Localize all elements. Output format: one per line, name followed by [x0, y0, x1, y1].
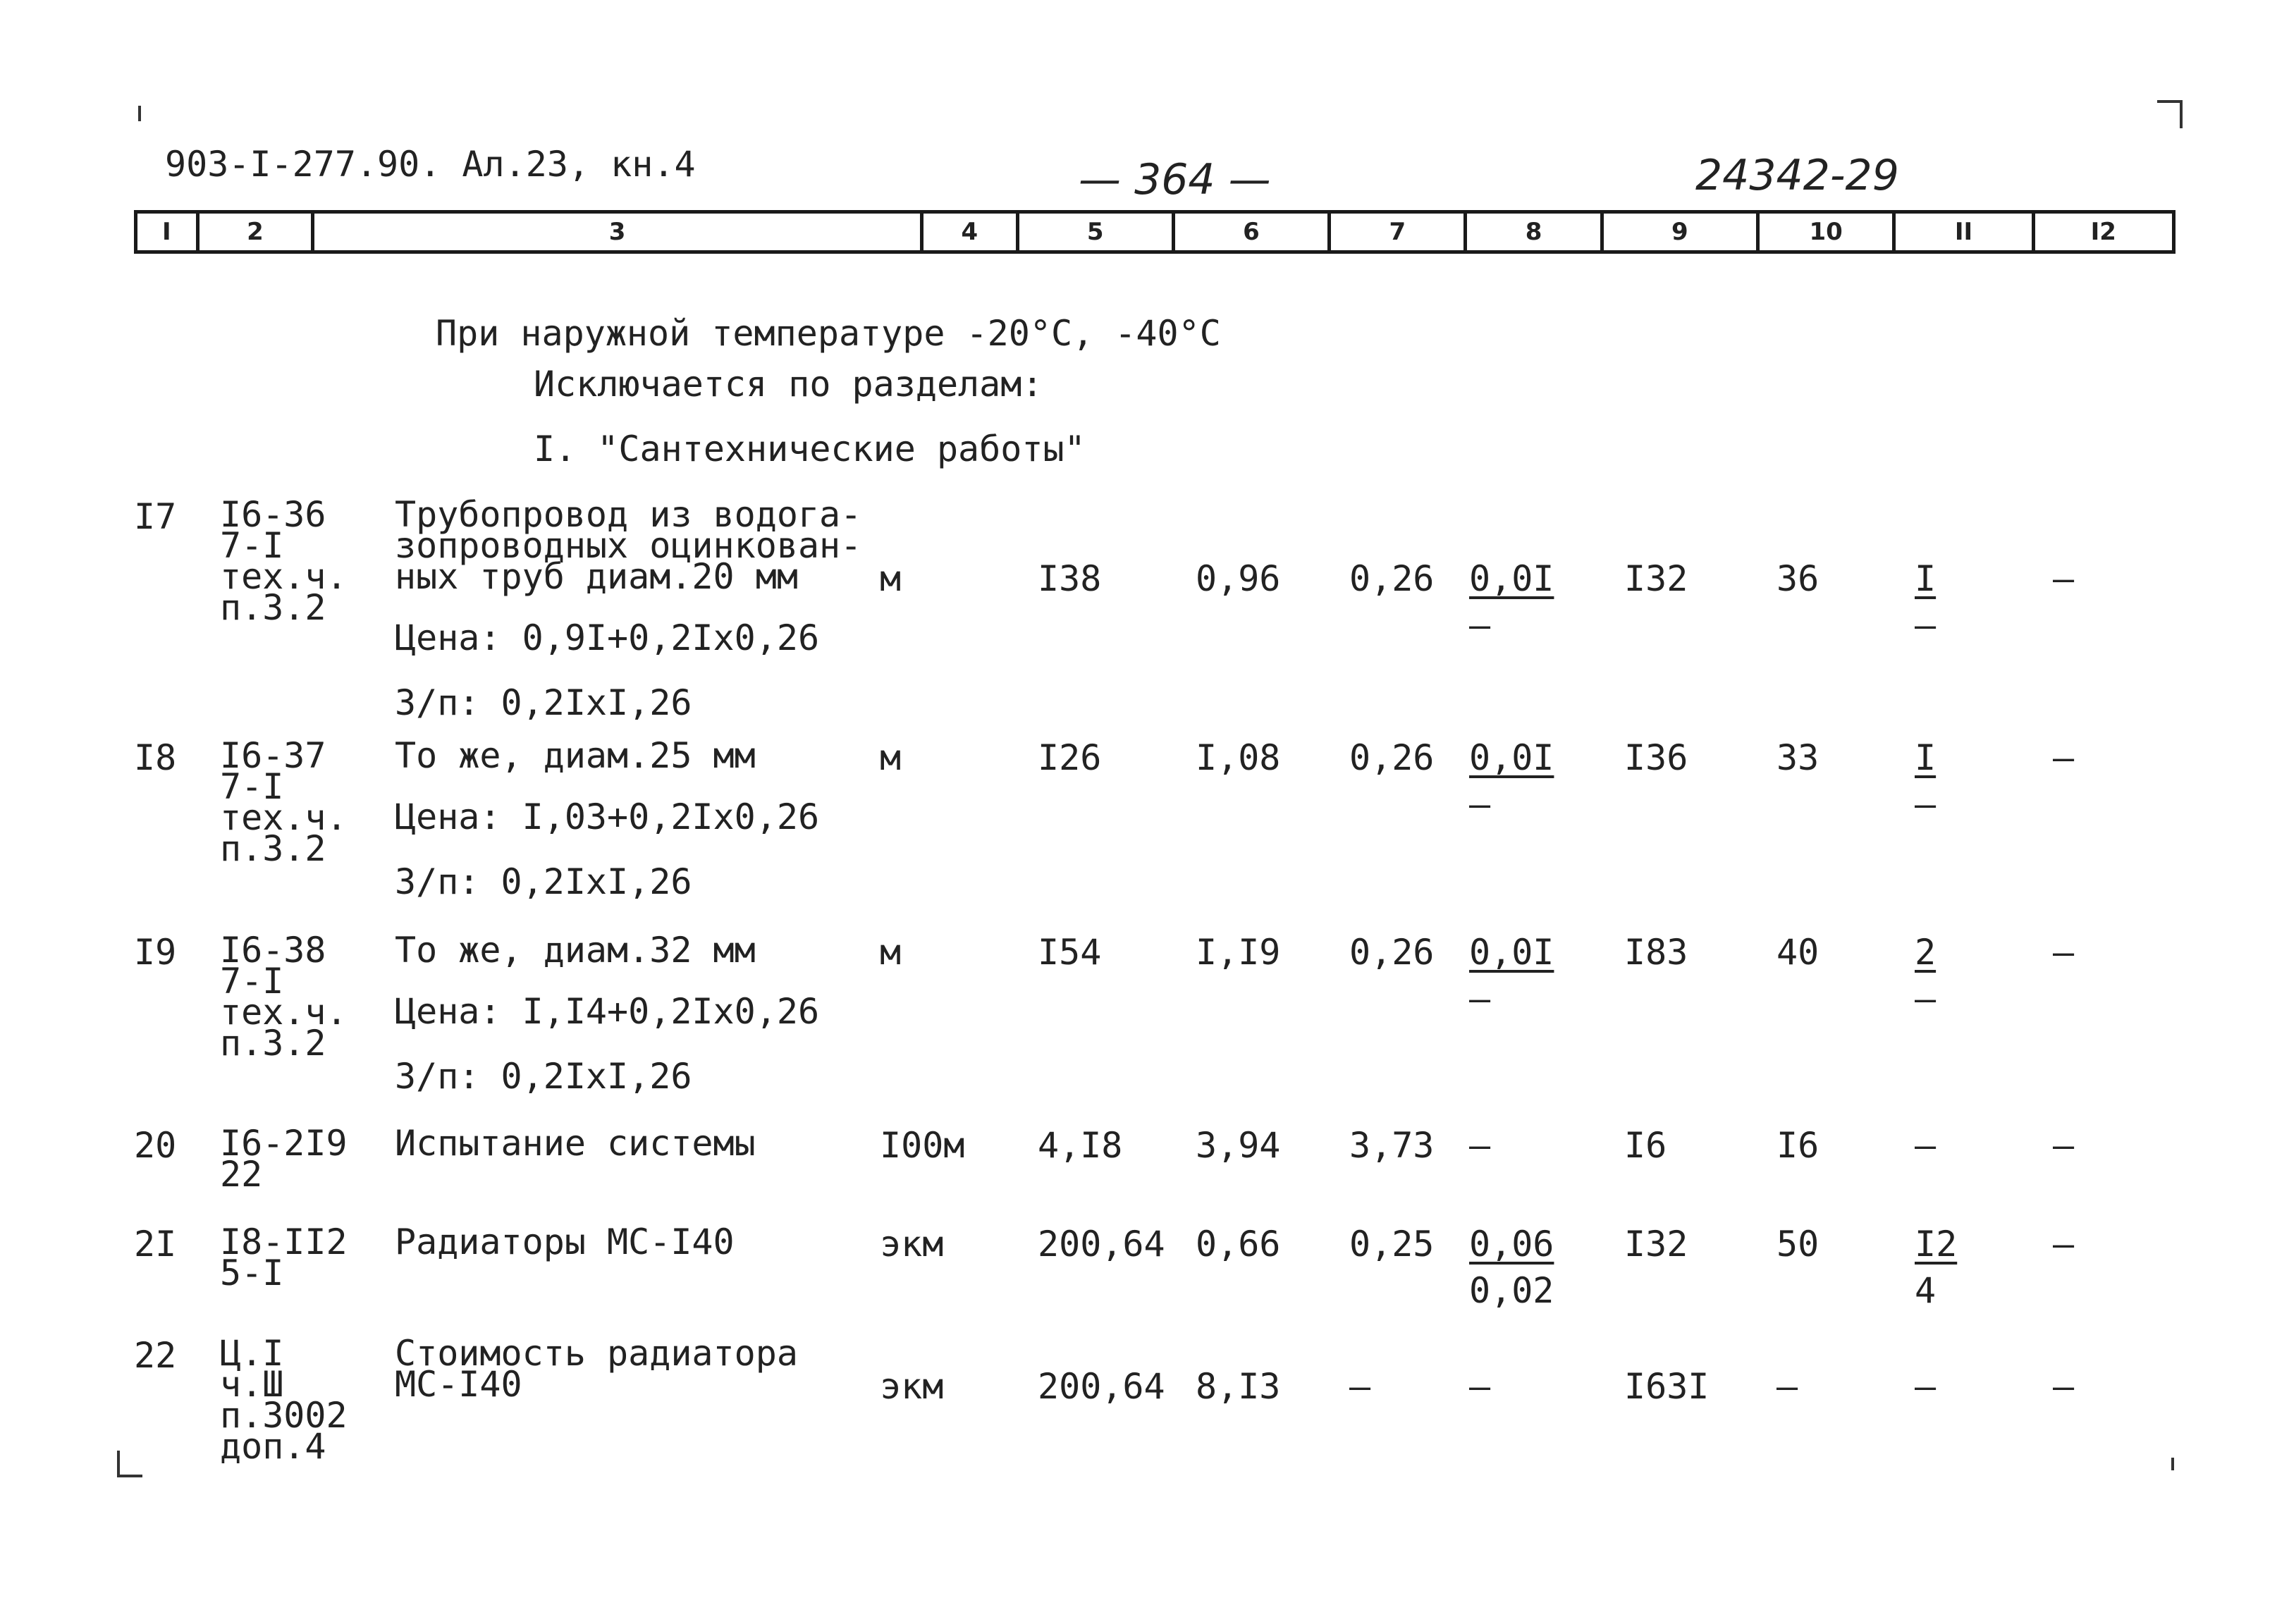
column-number-5: 5	[1019, 214, 1175, 250]
col7-cell: –	[1349, 1366, 1371, 1407]
wage-formula: З/п: 0,2IxI,26	[395, 1056, 692, 1097]
col8-bottom-cell: –	[1469, 605, 1491, 646]
corner-mark-top-left	[138, 106, 141, 121]
norm-code-line: 22	[220, 1154, 263, 1195]
price-formula: Цена: I,I4+0,2Ix0,26	[395, 991, 820, 1032]
norm-code-line: ч.Ш	[220, 1364, 284, 1405]
column-number-7: 7	[1331, 214, 1467, 250]
column-number-10: 10	[1760, 214, 1896, 250]
description-line: Радиаторы МС-I40	[395, 1222, 735, 1262]
description-line: Стоимость радиатора	[395, 1333, 798, 1374]
row-number: I9	[134, 932, 177, 973]
excluded-by-sections-note: Исключается по разделам:	[534, 364, 1043, 405]
corner-mark-bottom-left-h	[117, 1475, 142, 1477]
description-line: То же, диам.32 мм	[395, 930, 756, 971]
col10-cell: 40	[1776, 932, 1819, 973]
column-number-11: II	[1896, 214, 2035, 250]
col10-cell: 50	[1776, 1224, 1819, 1265]
price-formula: Цена: I,03+0,2Ix0,26	[395, 796, 820, 837]
unit-cell: м	[880, 932, 902, 973]
corner-mark-top-right-v	[2180, 100, 2183, 128]
norm-code-line: тех.ч.	[220, 992, 348, 1033]
norm-code-line: 7-I	[220, 525, 284, 566]
norm-code-line: доп.4	[220, 1426, 326, 1467]
col9-cell: I32	[1624, 1224, 1688, 1265]
col11-top-cell: I	[1915, 737, 1937, 778]
column-number-2: 2	[200, 214, 314, 250]
col7-cell: 0,26	[1349, 737, 1435, 778]
col11-bottom-cell: –	[1915, 978, 1937, 1019]
column-number-6: 6	[1175, 214, 1331, 250]
column-number-8: 8	[1467, 214, 1603, 250]
row-number: 2I	[134, 1224, 177, 1265]
col8-bottom-cell: –	[1469, 784, 1491, 825]
col12-cell: –	[2053, 737, 2075, 778]
col8-top-cell: 0,0I	[1469, 737, 1554, 778]
col7-cell: 0,25	[1349, 1224, 1435, 1265]
description-line: Испытание системы	[395, 1123, 756, 1164]
col11-top-cell: I2	[1915, 1224, 1958, 1265]
norm-code-line: I6-37	[220, 735, 326, 776]
norm-code-line: 7-I	[220, 766, 284, 807]
col6-cell: I,08	[1196, 737, 1281, 778]
row-number: 22	[134, 1335, 177, 1376]
column-number-3: 3	[314, 214, 923, 250]
column-number-1: I	[137, 214, 200, 250]
description-line: зопроводных оцинкован-	[395, 525, 862, 566]
norm-code-line: п.3.2	[220, 587, 326, 628]
col10-cell: 36	[1776, 558, 1819, 599]
col10-cell: –	[1776, 1366, 1798, 1407]
col12-cell: –	[2053, 932, 2075, 973]
wage-formula: З/п: 0,2IxI,26	[395, 682, 692, 723]
row-number: I8	[134, 737, 177, 778]
col11-top-cell: –	[1915, 1366, 1937, 1407]
unit-cell: м	[880, 737, 902, 778]
col11-top-cell: 2	[1915, 932, 1937, 973]
col6-cell: 0,96	[1196, 558, 1281, 599]
col11-bottom-cell: 4	[1915, 1270, 1937, 1311]
col6-cell: 0,66	[1196, 1224, 1281, 1265]
section-title: I. "Сантехнические работы"	[534, 429, 1086, 469]
quantity-cell: 200,64	[1038, 1224, 1165, 1265]
col12-cell: –	[2053, 1125, 2075, 1166]
col8-bottom-cell: –	[1469, 978, 1491, 1019]
sheet-code: 24342-29	[1695, 151, 1899, 200]
description-line: МС-I40	[395, 1364, 522, 1405]
col10-cell: I6	[1776, 1125, 1819, 1166]
col9-cell: I83	[1624, 932, 1688, 973]
norm-code-line: 7-I	[220, 961, 284, 1002]
col11-bottom-cell: –	[1915, 784, 1937, 825]
unit-cell: м	[880, 558, 902, 599]
col9-cell: I32	[1624, 558, 1688, 599]
quantity-cell: I54	[1038, 932, 1102, 973]
quantity-cell: 200,64	[1038, 1366, 1165, 1407]
quantity-cell: 4,I8	[1038, 1125, 1123, 1166]
col7-cell: 0,26	[1349, 932, 1435, 973]
description-line: То же, диам.25 мм	[395, 735, 756, 776]
norm-code-line: 5-I	[220, 1253, 284, 1293]
col7-cell: 0,26	[1349, 558, 1435, 599]
norm-code-line: п.3.2	[220, 828, 326, 869]
column-number-9: 9	[1604, 214, 1760, 250]
col8-top-cell: 0,06	[1469, 1224, 1554, 1265]
description-line: ных труб диам.20 мм	[395, 556, 798, 597]
column-number-12: I2	[2090, 218, 2116, 246]
unit-cell: I00м	[880, 1125, 965, 1166]
norm-code-line: I6-38	[220, 930, 326, 971]
col11-top-cell: –	[1915, 1125, 1937, 1166]
corner-mark-bottom-right	[2171, 1458, 2174, 1470]
col12-cell: –	[2053, 1224, 2075, 1265]
norm-code-line: тех.ч.	[220, 797, 348, 838]
norm-code-line: I8-II2	[220, 1222, 348, 1262]
col9-cell: I36	[1624, 737, 1688, 778]
col9-cell: I6	[1624, 1125, 1667, 1166]
document-code: 903-I-277.90. Ал.23, кн.4	[165, 144, 696, 185]
row-number: I7	[134, 496, 177, 537]
col8-top-cell: 0,0I	[1469, 558, 1554, 599]
col9-cell: I63I	[1624, 1366, 1710, 1407]
col8-top-cell: 0,0I	[1469, 932, 1554, 973]
corner-mark-top-right	[2157, 100, 2183, 103]
col12-cell: –	[2053, 1366, 2075, 1407]
col6-cell: 3,94	[1196, 1125, 1281, 1166]
norm-code-line: I6-2I9	[220, 1123, 348, 1164]
column-number-4: 4	[923, 214, 1019, 250]
norm-code-line: тех.ч.	[220, 556, 348, 597]
norm-code-line: Ц.I	[220, 1333, 284, 1374]
norm-code-line: п.3.2	[220, 1023, 326, 1064]
corner-mark-bottom-left	[117, 1451, 120, 1476]
page-number: — 364 —	[1079, 155, 1271, 204]
col10-cell: 33	[1776, 737, 1819, 778]
description-line: Трубопровод из водога-	[395, 494, 862, 535]
row-number: 20	[134, 1125, 177, 1166]
wage-formula: З/п: 0,2IxI,26	[395, 861, 692, 902]
quantity-cell: I26	[1038, 737, 1102, 778]
unit-cell: экм	[880, 1224, 944, 1265]
col12-cell: –	[2053, 558, 2075, 599]
column-header-row	[134, 210, 2176, 254]
col7-cell: 3,73	[1349, 1125, 1435, 1166]
temperature-note: При наружной температуре -20°С, -40°С	[436, 313, 1221, 354]
price-formula: Цена: 0,9I+0,2Ix0,26	[395, 617, 820, 658]
col11-bottom-cell: –	[1915, 605, 1937, 646]
quantity-cell: I38	[1038, 558, 1102, 599]
col8-top-cell: –	[1469, 1366, 1491, 1407]
col6-cell: I,I9	[1196, 932, 1281, 973]
norm-code-line: I6-36	[220, 494, 326, 535]
norm-code-line: п.3002	[220, 1395, 348, 1436]
col8-top-cell: –	[1469, 1125, 1491, 1166]
col11-top-cell: I	[1915, 558, 1937, 599]
unit-cell: экм	[880, 1366, 944, 1407]
col8-bottom-cell: 0,02	[1469, 1270, 1554, 1311]
col6-cell: 8,I3	[1196, 1366, 1281, 1407]
